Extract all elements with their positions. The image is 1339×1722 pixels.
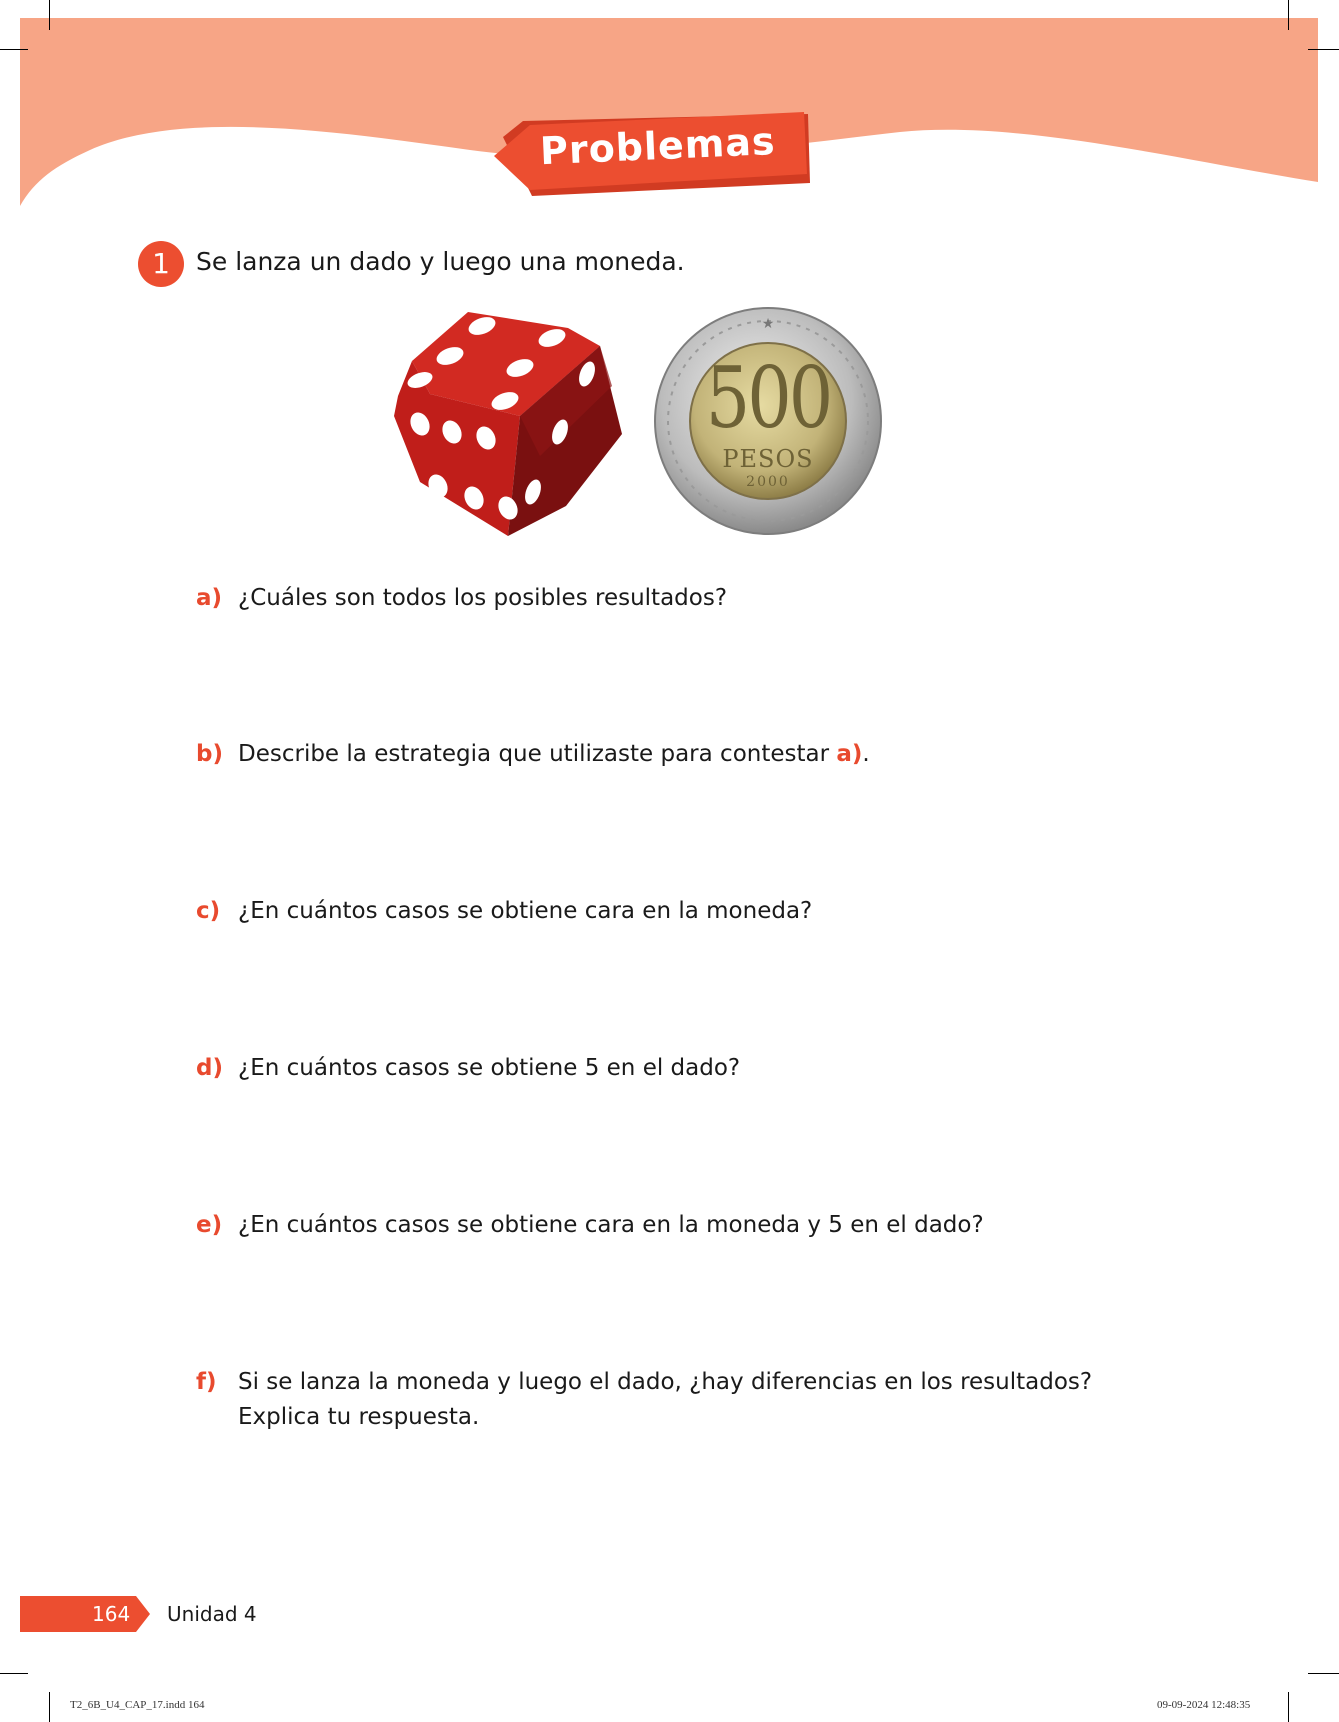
question-a-letter: a) bbox=[196, 585, 223, 611]
crop-mark bbox=[1308, 49, 1339, 50]
section-title: Problemas bbox=[539, 118, 777, 174]
question-b-text bbox=[238, 736, 870, 772]
file-slug: T2_6B_U4_CAP_17.indd 164 bbox=[70, 1699, 205, 1711]
question-b-text-end: . bbox=[862, 741, 870, 767]
crop-mark bbox=[49, 1692, 50, 1722]
timestamp-slug: 09-09-2024 12:48:35 bbox=[1157, 1699, 1251, 1711]
question-c-letter: c) bbox=[196, 898, 221, 924]
red-die-icon bbox=[390, 306, 630, 536]
question-b-letter: b) bbox=[196, 741, 223, 767]
crop-mark bbox=[49, 0, 50, 30]
crop-mark bbox=[0, 1673, 28, 1674]
question-f-letter: f) bbox=[196, 1369, 217, 1395]
question-b-reference: a) bbox=[836, 741, 863, 767]
crop-mark bbox=[0, 49, 28, 50]
crop-mark bbox=[1288, 1692, 1289, 1722]
problem-number-badge bbox=[138, 241, 184, 287]
question-c-text: ¿En cuántos casos se obtiene cara en la moneda? bbox=[238, 898, 813, 924]
page-number: 164 bbox=[92, 1602, 131, 1626]
question-a-text: ¿Cuáles son todos los posibles resultados? bbox=[238, 585, 728, 611]
coin-year: 2000 bbox=[746, 474, 790, 490]
crop-mark bbox=[1308, 1673, 1339, 1674]
unit-label: Unidad 4 bbox=[167, 1602, 257, 1626]
header-band bbox=[0, 0, 1339, 230]
svg-text:★: ★ bbox=[761, 316, 775, 332]
coin-value: 500 bbox=[705, 348, 831, 448]
question-e-text: ¿En cuántos casos se obtiene cara en la moneda y 5 en el dado? bbox=[238, 1212, 984, 1238]
crop-mark bbox=[1288, 0, 1289, 30]
problem-statement: Se lanza un dado y luego una moneda. bbox=[196, 247, 685, 276]
problem-number: 1 bbox=[152, 247, 170, 280]
question-f-text-line2: Explica tu respuesta. bbox=[238, 1404, 480, 1430]
coin-unit: PESOS bbox=[722, 445, 814, 473]
question-d-text: ¿En cuántos casos se obtiene 5 en el dado? bbox=[238, 1055, 741, 1081]
question-f-text-line1: Si se lanza la moneda y luego el dado, ¿hay diferencias en los resultados? bbox=[238, 1369, 1093, 1395]
question-b-text-main: Describe la estrategia que utilizaste para contestar bbox=[238, 741, 837, 767]
question-d-letter: d) bbox=[196, 1055, 223, 1081]
question-e-letter: e) bbox=[196, 1212, 223, 1238]
